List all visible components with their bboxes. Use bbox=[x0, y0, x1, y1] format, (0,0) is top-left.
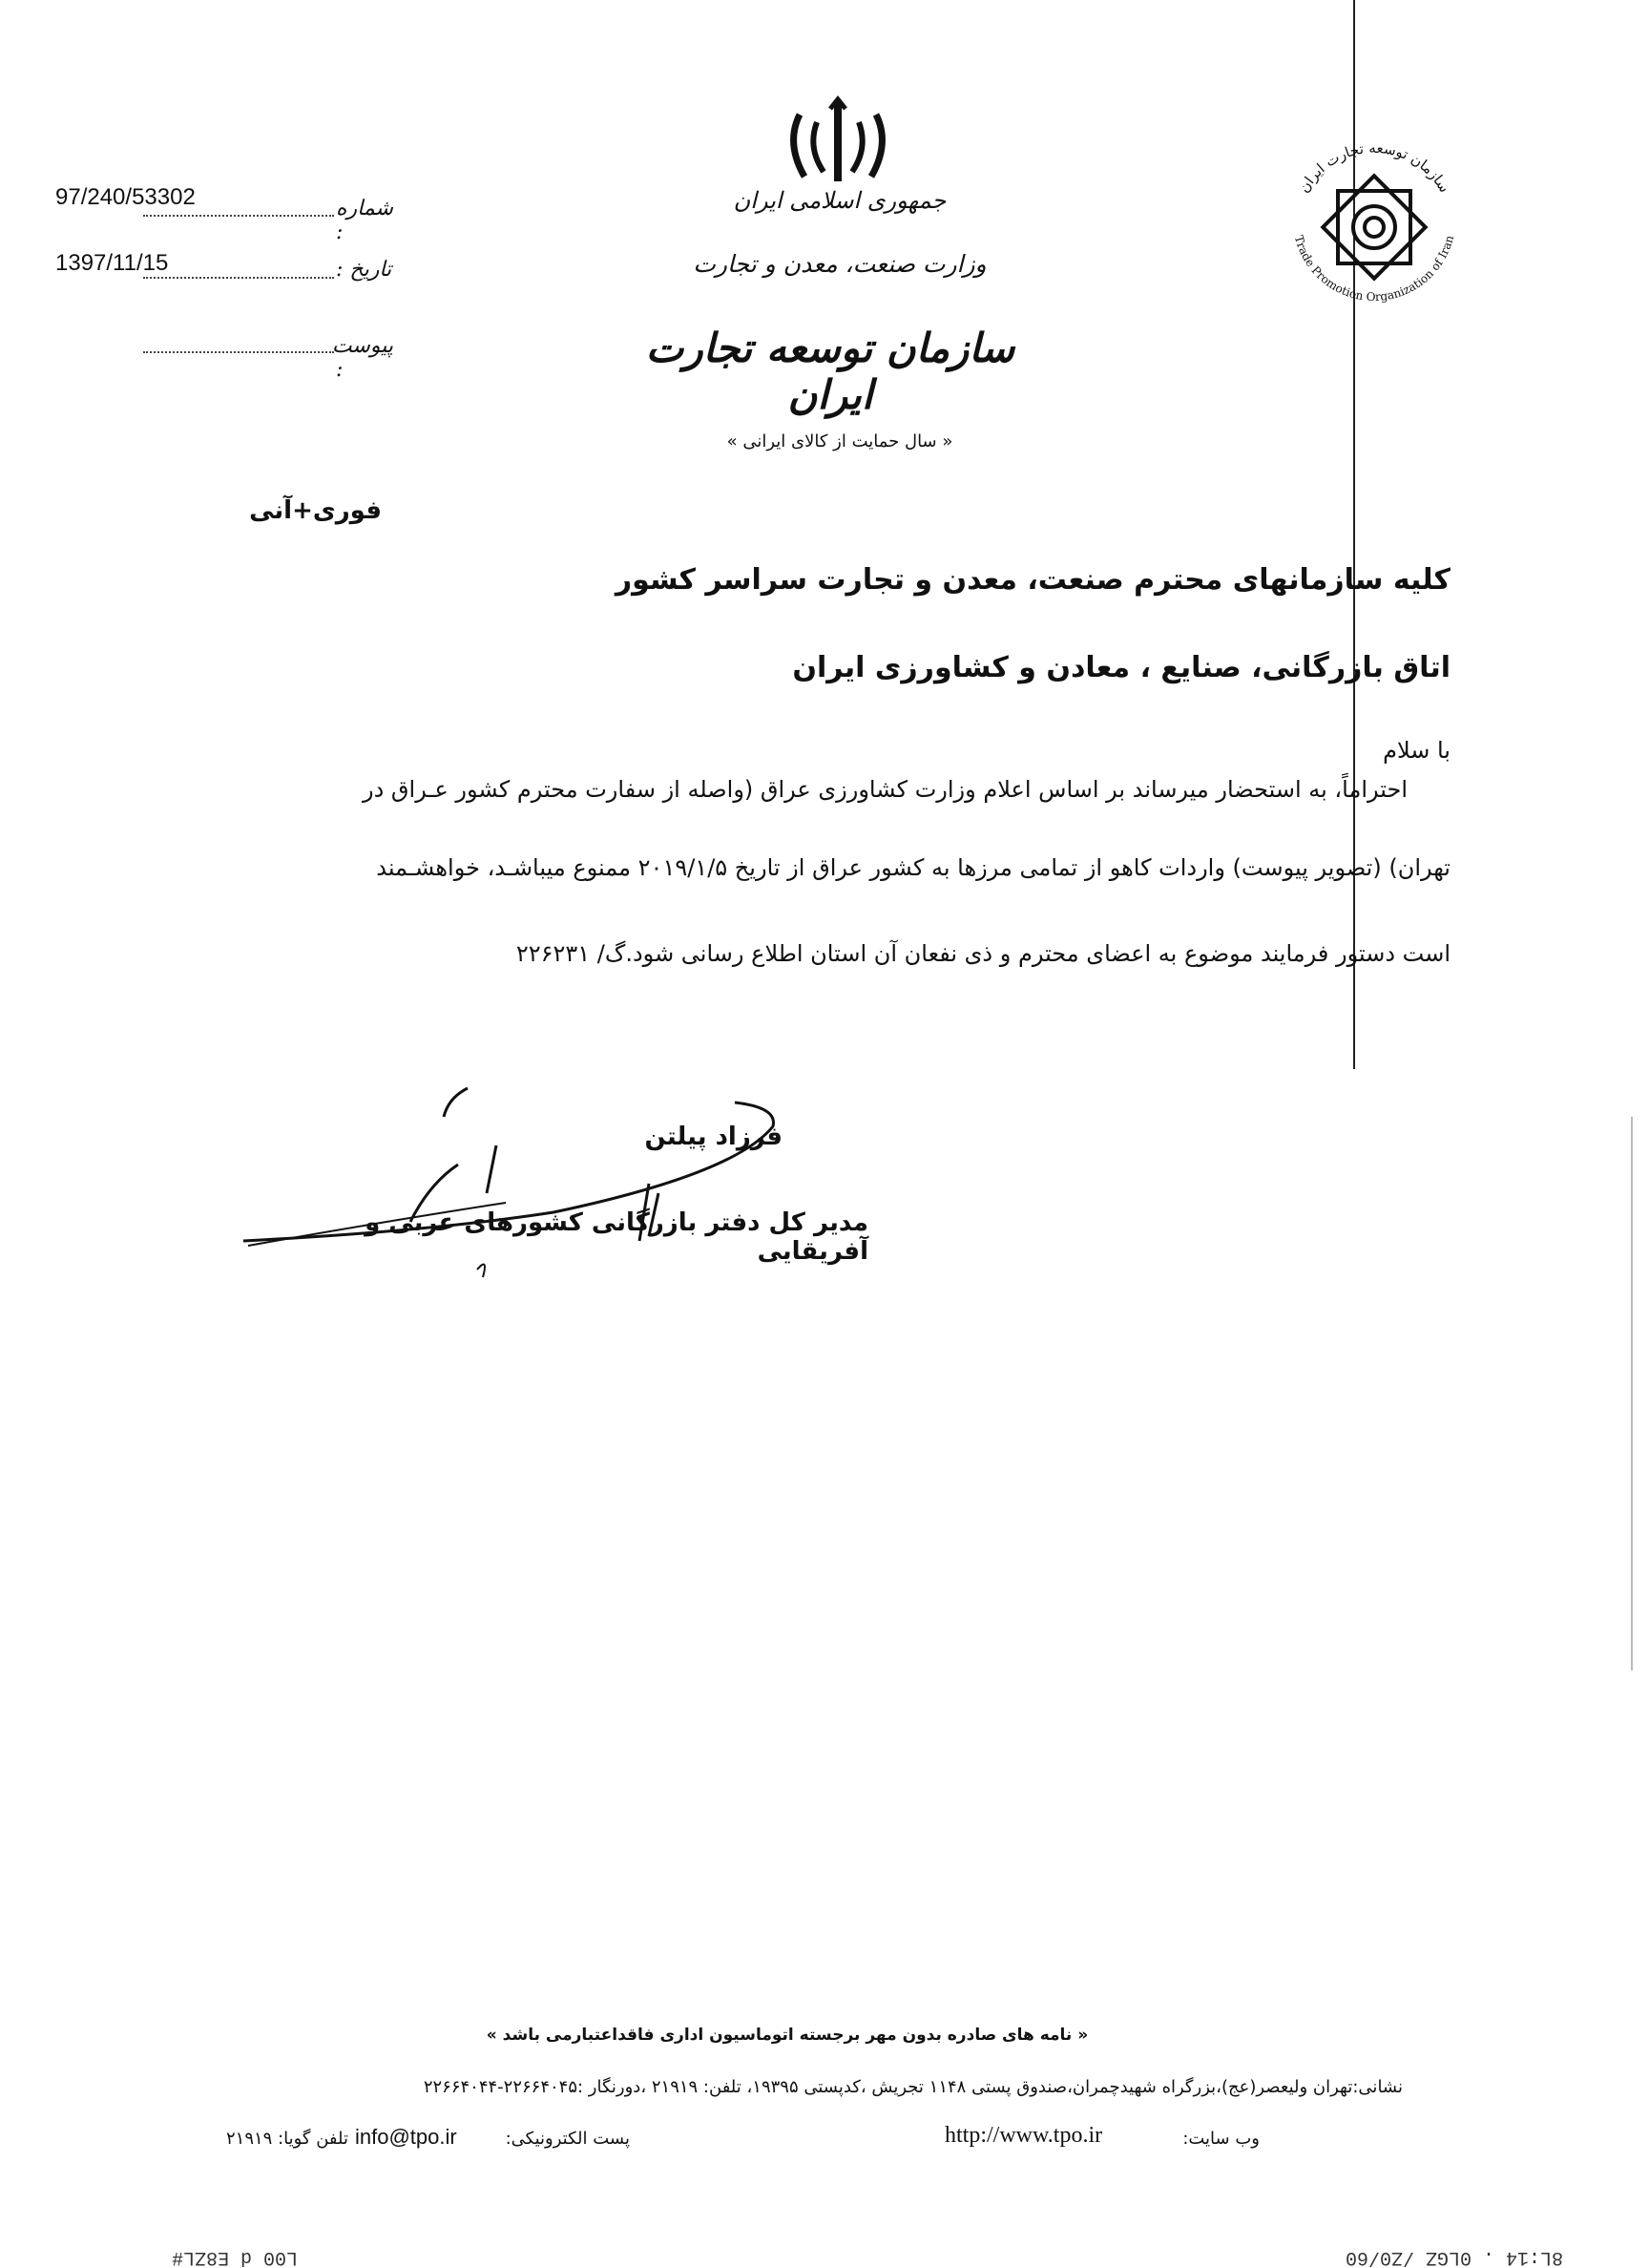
footer-website-link[interactable]: http://www.tpo.ir bbox=[945, 2123, 1103, 2148]
greeting: با سلام bbox=[1383, 737, 1451, 764]
footer-validity-note: « نامه های صادره بدون مهر برجسته اتوماسیون اداری فاقداعتبارمی باشد » bbox=[486, 2026, 1089, 2045]
recipient-line-1: کلیه سازمانهای محترم صنعت، معدن و تجارت سراسر کشور bbox=[615, 563, 1451, 597]
letter-number-label: شماره : bbox=[335, 197, 393, 244]
footer-email-link[interactable]: info@tpo.ir bbox=[355, 2125, 457, 2149]
attachment-label: پیوست : bbox=[331, 334, 393, 382]
scan-edge-line bbox=[1631, 1117, 1633, 1670]
letter-number-dotted-line bbox=[143, 215, 334, 217]
organization-title: سازمان توسعه تجارت ایران bbox=[645, 325, 1015, 418]
tpo-logo-english-text: Trade Promotion Organization of Iran bbox=[1291, 234, 1457, 304]
fax-stamp-right: 8L:14 . 0LGZ /Z0/60 bbox=[1346, 2246, 1564, 2268]
urgency-label: فوری+آنی bbox=[249, 496, 382, 525]
attachment-dotted-line bbox=[143, 351, 334, 353]
iran-emblem-icon bbox=[781, 95, 895, 191]
tpo-logo-persian-text: سازمان توسعه تجارت ایران bbox=[1295, 138, 1453, 196]
year-slogan: « سال حمایت از کالای ایرانی » bbox=[726, 431, 953, 452]
fax-stamp-left: L00 d E8ZL# bbox=[172, 2246, 299, 2268]
letter-date-dotted-line bbox=[143, 277, 334, 279]
letter-date-value: 1397/11/15 bbox=[55, 250, 169, 276]
letter-date-label: تاریخ : bbox=[336, 258, 392, 282]
body-line-1: احتراماً، به استحضار میرساند بر اساس اعلام وزارت کشاورزی عراق (واصله از سفارت محترم کشور عـراق در bbox=[363, 776, 1408, 803]
body-line-3: است دستور فرمایند موضوع به اعضای محترم و ذی نفعان آن استان اطلاع رسانی شود.گ/ ۲۲۶۲۳۱ bbox=[515, 940, 1451, 967]
republic-title: جمهوری اسلامی ایران bbox=[733, 187, 947, 214]
body-line-2: تهران) (تصویر پیوست) واردات کاهو از تمامی مرزها به کشور عراق از تاریخ ۲۰۱۹/۱/۵ ممنوع میباشـد، خواهشـمند bbox=[376, 854, 1451, 881]
footer-email-label: پست الکترونیکی: bbox=[505, 2129, 630, 2149]
tpo-logo-icon bbox=[1269, 115, 1479, 334]
recipient-line-2: اتاق بازرگانی، صنایع ، معادن و کشاورزی ایران bbox=[792, 651, 1451, 684]
footer-website-label: وب سایت: bbox=[1182, 2129, 1260, 2149]
footer-address: نشانی:تهران ولیعصر(عج)،بزرگراه شهیدچمران،صندوق پستی ۱۱۴۸ تجریش ،کدپستی ۱۹۳۹۵، تلفن: ۲۱۹۱۹ ،دورنگار :۲۲۶۶۴۰۴۵-۲۲۶۶۴۰۴۴ bbox=[423, 2077, 1403, 2097]
footer-phone: تلفن گویا: ۲۱۹۱۹ bbox=[226, 2129, 348, 2149]
ministry-title: وزارت صنعت، معدن و تجارت bbox=[693, 250, 987, 278]
signer-title: مدیر کل دفتر بازرگانی کشورهای عربی و آفریقایی bbox=[365, 1208, 868, 1266]
signer-name: فرزاد پیلتن bbox=[644, 1123, 783, 1151]
letter-number-value: 97/240/53302 bbox=[55, 184, 196, 210]
